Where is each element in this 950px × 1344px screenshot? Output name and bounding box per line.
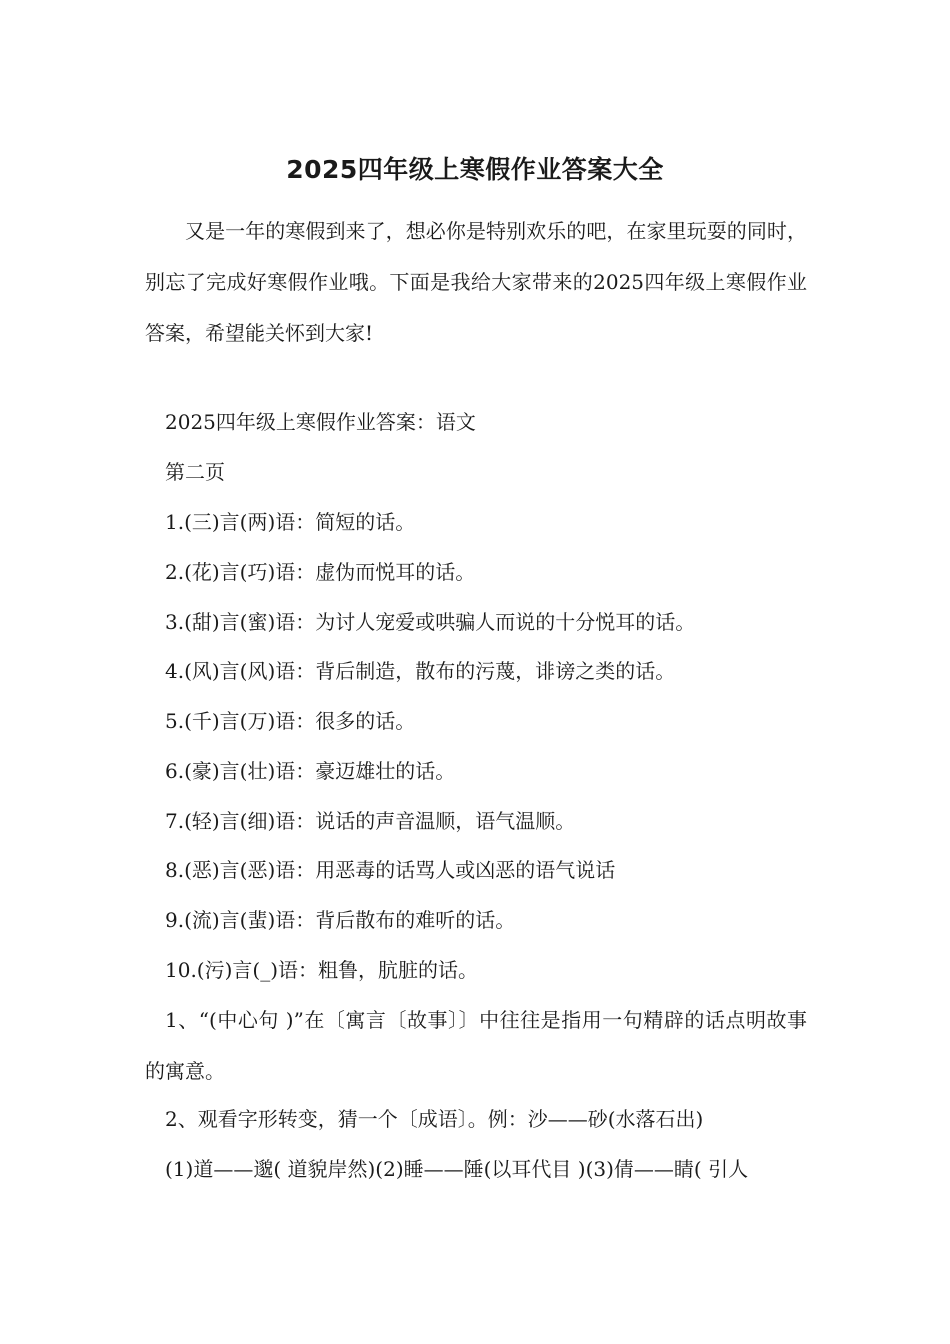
list-item: 8.(恶)言(恶)语：用恶毒的话骂人或凶恶的语气说话 bbox=[165, 858, 616, 882]
list-item: 7.(轻)言(细)语：说话的声音温顺，语气温顺。 bbox=[165, 809, 576, 833]
intro-paragraph: 又是一年的寒假到来了，想必你是特别欢乐的吧，在家里玩耍的同时，别忘了完成好寒假作业哦。下面是我给大家带来的2025四年级上寒假作业答案，希望能关怀到大家! bbox=[145, 219, 807, 345]
list-item: 2.(花)言(巧)语：虚伪而悦耳的话。 bbox=[165, 560, 476, 584]
question-2: 2、观看字形转变，猜一个〔成语〕。例：沙——砂(水落石出) bbox=[165, 1107, 704, 1131]
page-label: 第二页 bbox=[165, 460, 225, 484]
section-heading: 2025四年级上寒假作业答案：语文 bbox=[165, 410, 476, 434]
list-item: 1.(三)言(两)语：简短的话。 bbox=[165, 510, 416, 534]
list-item: 10.(污)言(_)语：粗鲁，肮脏的话。 bbox=[165, 958, 479, 982]
question-2-answers: (1)道——邈( 道貌岸然)(2)睡——陲(以耳代目 )(3)倩——睛( 引人 bbox=[165, 1157, 749, 1181]
list-item: 9.(流)言(蜚)语：背后散布的难听的话。 bbox=[165, 908, 516, 932]
question-1: 1、“(中心句 )”在〔寓言〔故事〕〕中往往是指用一句精辟的话点明故事的寓意。 bbox=[145, 1008, 807, 1083]
list-item: 5.(千)言(万)语：很多的话。 bbox=[165, 709, 416, 733]
list-item: 3.(甜)言(蜜)语：为讨人宠爱或哄骗人而说的十分悦耳的话。 bbox=[165, 610, 696, 634]
list-item: 4.(风)言(风)语：背后制造，散布的污蔑，诽谤之类的话。 bbox=[165, 659, 676, 683]
list-item: 6.(豪)言(壮)语：豪迈雄壮的话。 bbox=[165, 759, 456, 783]
document-title: 2025四年级上寒假作业答案大全 bbox=[286, 155, 664, 184]
